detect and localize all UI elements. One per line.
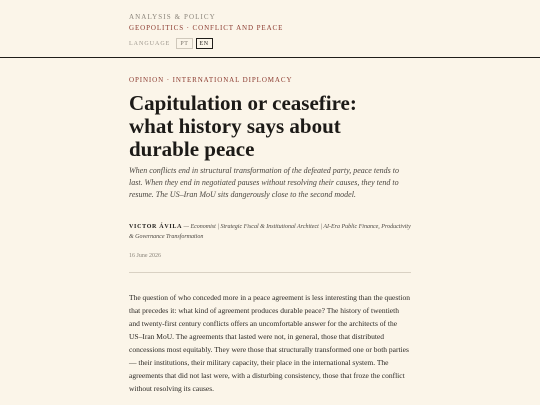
article-body-paragraph: The question of who conceded more in a peace agreement is less interesting than the question that precedes it: what kind of agreement produces durable peace? The history of twentieth and twenty-first century conflicts offers an uncomfortable answer for the architects of the US–Iran MoU. The agreements that lasted were not, in general, those that distributed concessions most equitably. They were those that structurally transformed one or both parties — their institutions, their military capacity, their place in the international system. The agreements that did not last were, with a disturbing consistency, those that froze the conflict without resolving its causes.: [129, 293, 410, 393]
language-label: LANGUAGE: [129, 40, 171, 47]
language-button-en[interactable]: EN: [196, 38, 213, 49]
site-section-link[interactable]: GEOPOLITICS · CONFLICT AND PEACE: [129, 24, 284, 32]
author-role: — Economist | Strategic Fiscal & Institutional Architect | AI-Era Public Finance, Productivity & Governance Transformation: [129, 224, 411, 240]
language-switcher: [129, 38, 216, 49]
divider: [129, 272, 411, 273]
language-button-pt[interactable]: PT: [176, 38, 192, 49]
article-category: OPINION · INTERNATIONAL DIPLOMACY: [129, 76, 293, 84]
site-kicker[interactable]: ANALYSIS & POLICY: [129, 13, 216, 21]
article-dek: When conflicts end in structural transformation of the defeated party, peace tends to last. When they end in negotiated pauses without resolving their causes, they tend to resume. The US–Iran MoU sits dangerously close to the second model.: [129, 166, 399, 199]
publish-date: 16 June 2026: [129, 253, 161, 259]
byline: [129, 222, 414, 242]
author-name[interactable]: VICTOR ÁVILA: [129, 224, 183, 230]
article-title: Capitulation or ceasefire: what history says about durable peace: [129, 91, 357, 161]
site-header: [0, 0, 540, 58]
